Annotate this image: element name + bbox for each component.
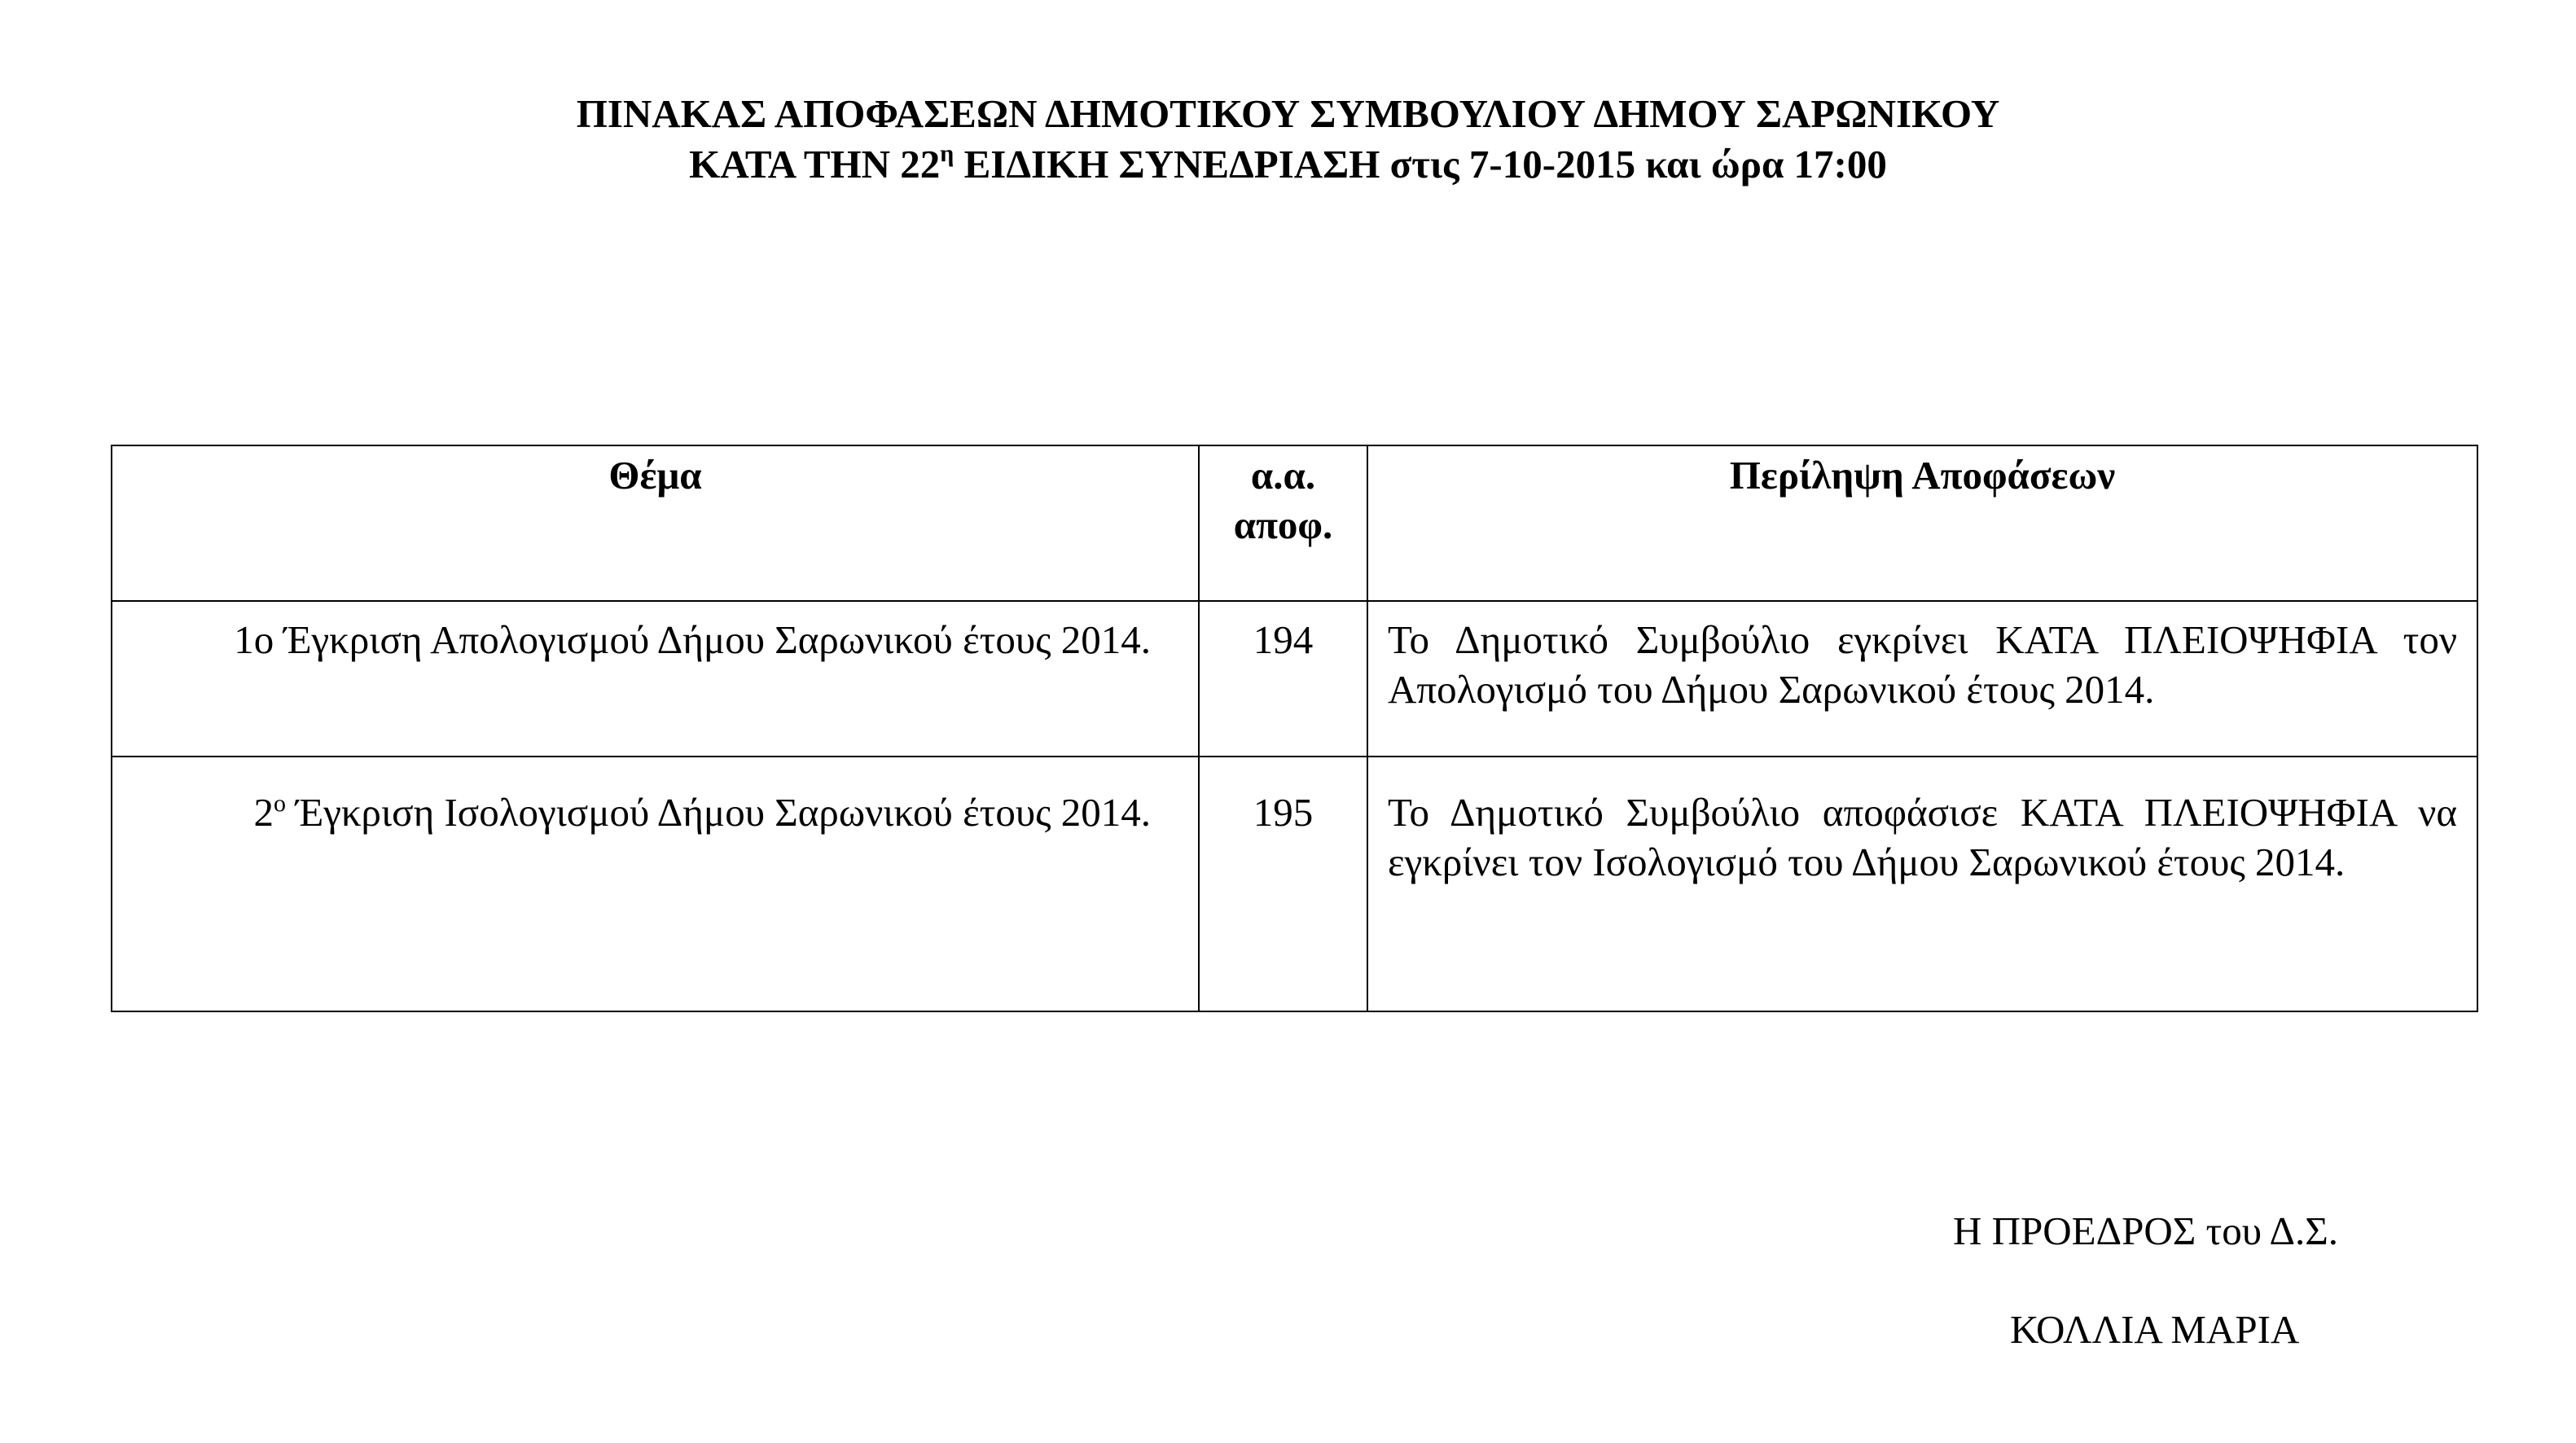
document-subtitle xyxy=(0,140,2576,195)
subject-ordinal xyxy=(253,790,286,835)
subject-text: Έγκριση Απολογισμού Δήμου Σαρωνικού έτους 2014. xyxy=(274,617,1151,662)
summary-cell: Το Δημοτικό Συμβούλιο εγκρίνει ΚΑΤΑ ΠΛΕΙΟΨΗΦΙΑ τον Απολογισμό του Δήμου Σαρωνικού έτους 2014. xyxy=(1367,601,2477,757)
ordinal-text: 1ο xyxy=(234,617,274,662)
document-title xyxy=(0,90,2576,138)
signature-name: ΚΟΛΛΙΑ ΜΑΡΙΑ xyxy=(2010,1307,2300,1352)
column-header-decision-no-line2: αποφ. xyxy=(1233,502,1333,547)
subject-cell xyxy=(112,601,1199,757)
subject-ordinal xyxy=(234,617,274,662)
signature-role: Η ΠΡΟΕΔΡΟΣ του Δ.Σ. xyxy=(1953,1208,2339,1253)
subject-cell xyxy=(112,757,1199,1011)
table-row xyxy=(112,757,2477,1011)
decisions-table xyxy=(111,445,2478,1012)
subtitle-superscript: η xyxy=(940,140,954,167)
column-header-decision-no xyxy=(1199,445,1367,601)
subtitle-prefix: ΚΑΤΑ ΤΗΝ 22 xyxy=(689,142,941,186)
title-line-1: ΠΙΝΑΚΑΣ ΑΠΟΦΑΣΕΩΝ ΔΗΜΟΤΙΚΟΥ ΣΥΜΒΟΥΛΙΟΥ ΔΗΜΟΥ ΣΑΡΩΝΙΚΟΥ xyxy=(576,91,2000,136)
decision-number-cell: 194 xyxy=(1199,601,1367,757)
subtitle-suffix: ΕΙΔΙΚΗ ΣΥΝΕΔΡΙΑΣΗ στις 7-10-2015 και ώρα 17:00 xyxy=(954,142,1887,186)
column-header-summary: Περίληψη Αποφάσεων xyxy=(1367,445,2477,601)
subject-text: Έγκριση Ισολογισμού Δήμου Σαρωνικού έτους 2014. xyxy=(285,790,1151,835)
ordinal-text: 2 xyxy=(253,790,274,835)
table-header-row xyxy=(112,445,2477,601)
summary-cell: Το Δημοτικό Συμβούλιο αποφάσισε ΚΑΤΑ ΠΛΕΙΟΨΗΦΙΑ να εγκρίνει τον Ισολογισμό του Δήμου Σαρωνικού έτους 2014. xyxy=(1367,757,2477,1011)
column-header-decision-no-line1: α.α. xyxy=(1250,453,1316,498)
decision-number-cell: 195 xyxy=(1199,757,1367,1011)
column-header-subject: Θέμα xyxy=(112,445,1199,601)
ordinal-superscript: ο xyxy=(273,790,286,817)
table-row xyxy=(112,601,2477,757)
